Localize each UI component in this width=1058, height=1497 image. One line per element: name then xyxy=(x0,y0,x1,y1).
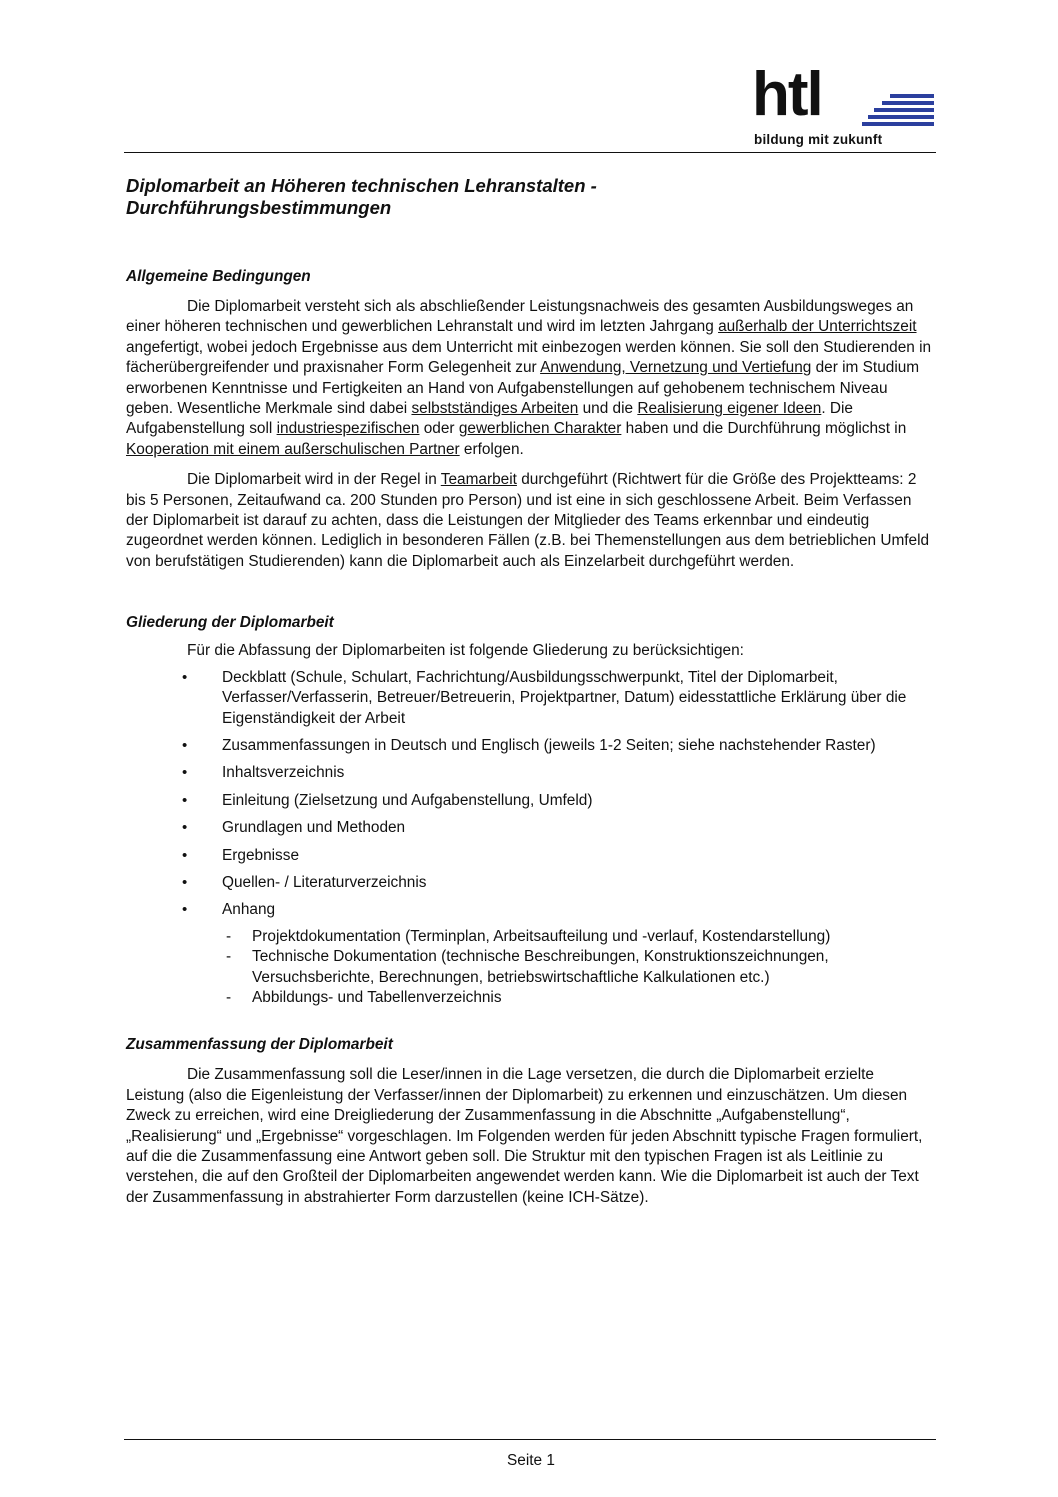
section-structure xyxy=(126,613,934,1008)
section-heading: Allgemeine Bedingungen xyxy=(126,268,311,285)
logo-wordmark: htl xyxy=(752,60,822,129)
bullet-icon: • xyxy=(182,846,188,864)
bullet-icon: • xyxy=(182,736,188,754)
list-item xyxy=(126,818,934,838)
header-rule xyxy=(124,152,936,153)
title-line-2: Durchführungsbestimmungen xyxy=(126,197,392,218)
list-item-text: Ergebnisse xyxy=(222,846,299,864)
list-item xyxy=(126,846,934,866)
text-run: und die xyxy=(578,400,638,418)
appendix-sublist xyxy=(222,927,934,1009)
section-heading: Gliederung der Diplomarbeit xyxy=(126,614,334,632)
document-title xyxy=(126,175,934,219)
title-line-1: Diplomarbeit an Höheren technischen Lehranstalten - xyxy=(126,175,597,196)
sublist-item-text: Projektdokumentation (Terminplan, Arbeitsaufteilung und -verlauf, Kostendarstellung) xyxy=(252,927,831,945)
paragraph xyxy=(126,470,934,572)
list-item-text: Zusammenfassungen in Deutsch und Englisch (jeweils 1-2 Seiten; siehe nachstehender Raster) xyxy=(222,736,876,754)
structure-list xyxy=(126,668,934,1009)
dash-icon: - xyxy=(226,988,232,1006)
text-run: erfolgen. xyxy=(459,440,524,458)
underlined-phrase: Kooperation mit einem außerschulischen Partner xyxy=(126,440,460,458)
underlined-phrase: industriespezifischen xyxy=(276,420,420,438)
list-item-text: Grundlagen und Methoden xyxy=(222,819,406,837)
text-run: oder xyxy=(419,420,459,438)
underlined-phrase: selbstständiges Arbeiten xyxy=(411,400,579,418)
dash-icon: - xyxy=(226,927,232,945)
list-item xyxy=(126,668,934,729)
sublist-item xyxy=(126,988,934,1008)
underlined-phrase: Anwendung, Vernetzung und Vertiefung xyxy=(540,359,812,377)
paragraph xyxy=(126,297,934,460)
paragraph: Für die Abfassung der Diplomarbeiten ist folgende Gliederung zu berücksichtigen: xyxy=(187,642,744,660)
sublist-item xyxy=(126,927,934,947)
dash-icon: - xyxy=(226,948,232,966)
underlined-phrase: außerhalb der Unterrichtszeit xyxy=(718,318,917,336)
bullet-icon: • xyxy=(182,819,188,837)
bullet-icon: • xyxy=(182,901,188,919)
text-run: der im Studium erworbenen Kenntnisse und Fertigkeiten an Hand von Aufgabenstellungen auf gehobenem technischem Niveau geben. Wesentliche Merkmale sind dabei xyxy=(126,359,920,418)
paragraph: Die Zusammenfassung soll die Leser/innen in die Lage versetzen, die durch die Diplomarbeit erzielte Leistung (also die Eigenleistung der Verfasser/innen der Diplomarbeit) zu erkennen und einzuschätzen. Um diesen Zweck zu erreichen, wird eine Dreigliederung der Zusammenfassung in die Abschnitte „Aufgabenstellung“, „Realisierung“ und „Ergebnisse“ vorgeschlagen. Im Folgenden werden für jeden Abschnitt typische Fragen formuliert, auf die die Zusammenfassung eine Antwort geben soll. Die Struktur mit den typischen Fragen ist als Leitlinie zu verstehen, die auf den Großteil der Diplomarbeiten angewendet werden kann. Wie die Diplomarbeit ist auch der Text der Zusammenfassung in abstrahierter Form darzustellen (keine ICH-Sätze). xyxy=(126,1066,923,1206)
text-run: Die Diplomarbeit wird in der Regel in xyxy=(187,471,441,489)
underlined-phrase: Realisierung eigener Ideen xyxy=(637,400,822,418)
list-item xyxy=(126,763,934,783)
list-item xyxy=(126,791,934,811)
text-run: durchgeführt (Richtwert für die Größe des Projektteams: 2 bis 5 Personen, Zeitaufwand ca. 200 Stunden pro Person) und ist eine in sich geschlossene Arbeit. Beim Verfassen der Diplomarbeit ist darauf zu achten, dass die Leistungen der Mitglieder des Teams erkennbar und eindeutig zugeordnet werden können. Lediglich in besonderen Fällen (z.B. bei Themenstellungen aus dem betrieblichen Umfeld von berufstätigen Studierenden) kann die Diplomarbeit auch als Einzelarbeit durchgeführt werden. xyxy=(126,471,930,570)
list-item-text: Anhang xyxy=(222,901,276,919)
sublist-item-text: Technische Dokumentation (technische Beschreibungen, Konstruktionszeichnungen, Versuchsberichte, Berechnungen, betriebswirtschaftliche Kalkulationen etc.) xyxy=(252,948,829,986)
logo-tagline: bildung mit zukunft xyxy=(754,132,883,147)
bullet-icon: • xyxy=(182,873,188,891)
bullet-icon: • xyxy=(182,764,188,782)
text-run: angefertigt, wobei jedoch Ergebnisse aus dem Unterricht mit einbezogen werden können. Sie soll den Studierenden in fächerübergreifender und praxisnaher Form Gelegenheit zur xyxy=(126,338,932,377)
section-summary xyxy=(126,1035,934,1208)
text-run: Die Diplomarbeit versteht sich als abschließender Leistungsnachweis des gesamten Ausbildungsweges an einer höheren technischen und gewerblichen Lehranstalt und wird im letzten Jahrgang xyxy=(126,298,914,336)
text-run: . Die Aufgabenstellung soll xyxy=(126,400,853,438)
htl-logo xyxy=(752,60,934,152)
section-general-conditions xyxy=(126,267,934,572)
list-item-text: Deckblatt (Schule, Schulart, Fachrichtung/Ausbildungsschwerpunkt, Titel der Diplomarbeit, Verfasser/Verfasserin, Betreuer/Betreuerin, Projektpartner, Datum) eidesstattliche Erklärung über die Eigenständigkeit der Arbeit xyxy=(222,668,907,727)
list-item-text: Inhaltsverzeichnis xyxy=(222,764,345,782)
footer-rule xyxy=(124,1439,936,1440)
page-number: Seite 1 xyxy=(507,1452,555,1469)
sublist-item xyxy=(126,947,934,988)
bullet-icon: • xyxy=(182,791,188,809)
text-run: haben und die Durchführung möglichst in xyxy=(621,420,907,438)
sublist-item-text: Abbildungs- und Tabellenverzeichnis xyxy=(252,988,502,1006)
list-item-text: Einleitung (Zielsetzung und Aufgabenstellung, Umfeld) xyxy=(222,791,593,809)
bullet-icon: • xyxy=(182,668,188,686)
list-item xyxy=(126,873,934,893)
underlined-phrase: gewerblichen Charakter xyxy=(458,420,622,438)
list-item xyxy=(126,736,934,756)
underlined-phrase: Teamarbeit xyxy=(440,471,517,489)
section-heading: Zusammenfassung der Diplomarbeit xyxy=(126,1036,393,1054)
list-item-text: Quellen- / Literaturverzeichnis xyxy=(222,873,427,891)
logo-bars-icon xyxy=(860,92,934,132)
document-body xyxy=(126,175,934,1208)
list-item xyxy=(126,900,934,1008)
